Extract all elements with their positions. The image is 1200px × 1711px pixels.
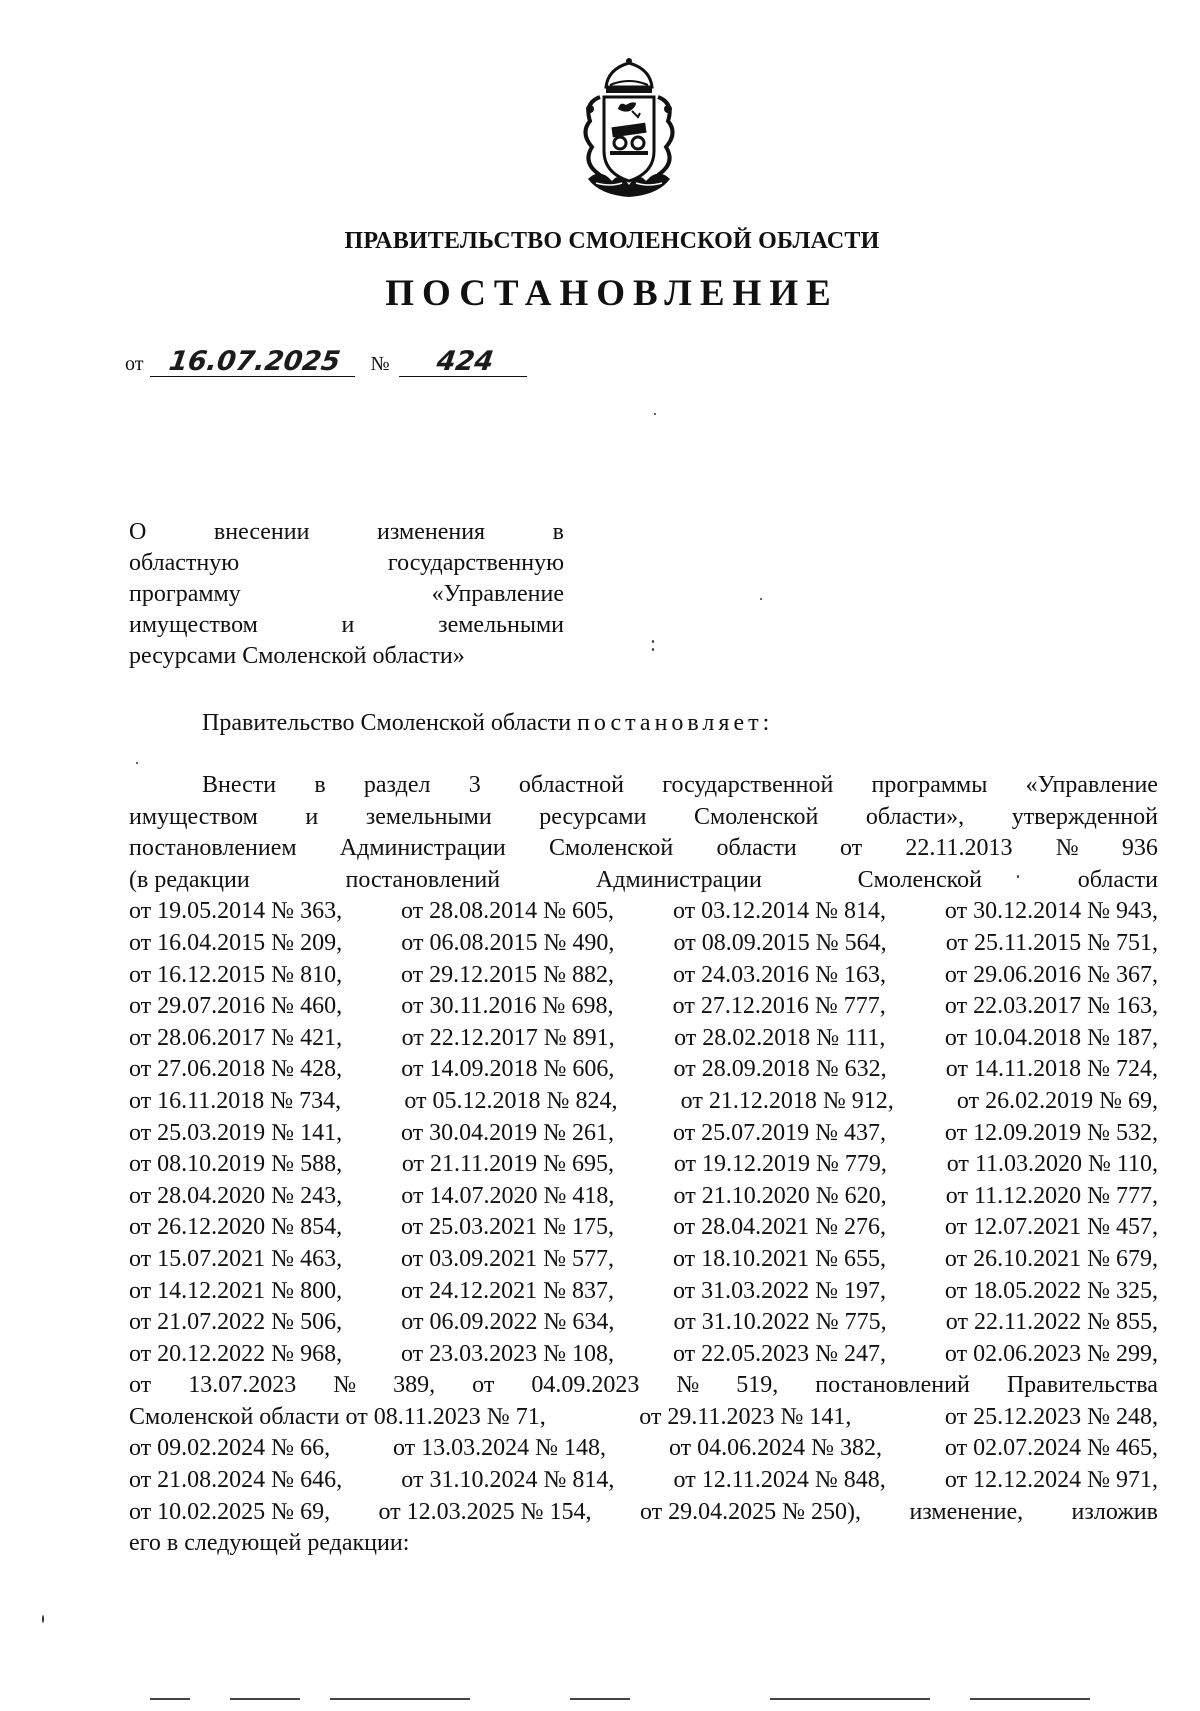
text-segment: от 18.10.2021 № 655, <box>672 1245 887 1272</box>
scan-speck <box>652 648 654 651</box>
text-line <box>129 1086 1158 1118</box>
decree-verb: постановляет: <box>577 710 774 736</box>
text-line <box>129 1276 1158 1308</box>
text-segment: от 21.08.2024 № 646, <box>129 1467 343 1494</box>
text-segment: от 25.11.2015 № 751, <box>945 929 1158 956</box>
text-segment: Смоленской <box>694 803 819 830</box>
text-segment: раздел <box>363 772 431 798</box>
text-segment: области <box>716 835 797 862</box>
text-segment: от 16.04.2015 № 209, <box>129 929 343 956</box>
text-segment: постановлением <box>129 835 297 862</box>
text-line <box>129 1054 1158 1086</box>
text-segment: № <box>676 1372 700 1399</box>
text-line <box>129 1181 1158 1213</box>
handwritten-date: 16.07.2025 <box>150 348 359 377</box>
text-line <box>129 896 1158 928</box>
text-segment: от 14.12.2021 № 800, <box>129 1277 343 1304</box>
text-segment: Администрации <box>339 835 506 862</box>
text-segment: изменение, <box>909 1498 1024 1525</box>
scan-footer-marks <box>150 1698 1150 1704</box>
text-segment: области <box>1077 866 1158 893</box>
subject-block <box>129 517 564 672</box>
text-segment: от 06.09.2022 № 634, <box>401 1309 615 1336</box>
government-title: ПРАВИТЕЛЬСТВО СМОЛЕНСКОЙ ОБЛАСТИ <box>344 228 880 254</box>
text-segment: от 29.04.2025 № 250), <box>639 1498 862 1525</box>
text-line <box>129 1370 1158 1402</box>
text-line <box>129 1307 1158 1339</box>
text-segment: 3 <box>468 772 481 798</box>
text-segment: 22.11.2013 <box>905 835 1013 862</box>
text-segment: от 12.09.2019 № 532, <box>944 1119 1158 1146</box>
text-segment: от 06.08.2015 № 490, <box>401 929 615 956</box>
text-segment: от 10.02.2025 № 69, <box>129 1498 331 1525</box>
text-line <box>129 1023 1158 1055</box>
text-segment: программу <box>129 581 241 607</box>
text-line <box>129 517 564 548</box>
text-segment: от 30.04.2019 № 261, <box>400 1119 615 1146</box>
text-segment: 389, <box>393 1372 436 1399</box>
text-segment: от 26.02.2019 № 69, <box>956 1087 1158 1114</box>
text-segment: имуществом <box>129 803 258 830</box>
text-segment: от 31.10.2022 № 775, <box>673 1309 887 1336</box>
text-segment: от 10.04.2018 № 187, <box>944 1024 1158 1051</box>
text-segment: и <box>341 612 355 638</box>
text-segment: от 08.09.2015 № 564, <box>673 929 887 956</box>
text-segment: от 19.12.2019 № 779, <box>673 1151 887 1178</box>
text-segment: 519, <box>736 1372 779 1399</box>
text-segment: от 08.10.2019 № 588, <box>129 1151 343 1178</box>
text-line <box>129 1118 1158 1150</box>
text-segment: от <box>839 835 863 862</box>
text-line <box>129 960 1158 992</box>
text-line <box>129 833 1158 865</box>
text-segment: от 29.06.2016 № 367, <box>944 961 1158 988</box>
text-segment: изменения <box>377 519 486 545</box>
text-segment: от 25.03.2021 № 175, <box>400 1214 615 1241</box>
text-segment: Смоленской области от 08.11.2023 № 71, <box>129 1403 546 1430</box>
text-segment: от 29.12.2015 № 882, <box>400 961 615 988</box>
text-segment: от 14.07.2020 № 418, <box>401 1182 615 1209</box>
text-line <box>129 1465 1158 1497</box>
number-sign: № <box>370 353 390 375</box>
text-segment: от 26.10.2021 № 679, <box>944 1245 1158 1272</box>
text-segment: Правительства <box>1006 1372 1158 1399</box>
text-segment: от 20.12.2022 № 968, <box>129 1340 343 1367</box>
text-line <box>129 802 1158 834</box>
text-segment: от 29.11.2023 № 141, <box>639 1403 852 1430</box>
scan-speck <box>654 413 656 415</box>
text-segment: № <box>1055 835 1079 862</box>
handwritten-number: 424 <box>399 348 531 377</box>
text-segment: в <box>314 772 326 798</box>
text-segment: от 26.12.2020 № 854, <box>129 1214 343 1241</box>
smolensk-coat-of-arms-icon <box>570 55 688 200</box>
date-number-line <box>125 348 529 377</box>
text-segment: от 25.03.2019 № 141, <box>129 1119 343 1146</box>
scan-speck <box>1017 875 1019 878</box>
text-segment: Смоленской <box>548 835 674 862</box>
text-segment: от 21.11.2019 № 695, <box>401 1151 615 1178</box>
text-segment: от 21.12.2018 № 912, <box>680 1087 894 1114</box>
text-line <box>129 865 1158 897</box>
text-segment: от 19.05.2014 № 363, <box>129 898 343 925</box>
text-segment: земельными <box>438 612 564 638</box>
text-line <box>129 1149 1158 1181</box>
text-segment: от 14.09.2018 № 606, <box>401 1056 615 1083</box>
text-segment: имуществом <box>129 612 258 638</box>
text-segment: от 03.09.2021 № 577, <box>400 1245 615 1272</box>
text-segment: О <box>129 519 147 545</box>
text-segment: от 12.03.2025 № 154, <box>378 1498 592 1525</box>
text-segment: от 16.11.2018 № 734, <box>129 1087 342 1114</box>
scan-speck <box>136 762 138 764</box>
text-segment: 936 <box>1121 835 1158 862</box>
text-segment: от 31.10.2024 № 814, <box>401 1467 615 1494</box>
text-segment: от 27.12.2016 № 777, <box>672 993 886 1020</box>
text-line <box>129 1212 1158 1244</box>
scan-speck <box>652 640 654 643</box>
text-segment: в <box>552 519 564 545</box>
text-segment: Смоленской <box>857 866 982 893</box>
text-line <box>129 579 564 610</box>
text-segment: от 22.12.2017 № 891, <box>401 1024 615 1051</box>
text-segment: от 24.12.2021 № 837, <box>400 1277 615 1304</box>
text-segment: 13.07.2023 <box>188 1372 297 1399</box>
text-segment: от 14.11.2018 № 724, <box>945 1056 1158 1083</box>
text-segment: утвержденной <box>1011 803 1158 830</box>
text-segment: и <box>305 803 319 830</box>
text-segment: области», <box>865 803 965 830</box>
text-segment: от 13.03.2024 № 148, <box>392 1435 607 1462</box>
text-segment: постановлений <box>345 866 501 893</box>
text-line <box>129 1433 1158 1465</box>
text-segment: от 03.12.2014 № 814, <box>672 898 887 925</box>
text-segment: № <box>333 1372 357 1399</box>
text-segment: от 28.09.2018 № 632, <box>673 1056 887 1083</box>
text-segment: от 04.06.2024 № 382, <box>668 1435 883 1462</box>
text-segment: от 29.07.2016 № 460, <box>129 993 343 1020</box>
text-segment: от 22.11.2022 № 855, <box>945 1309 1158 1336</box>
text-segment: «Управление <box>431 581 564 607</box>
text-line <box>129 1528 1158 1560</box>
text-segment: от 25.07.2019 № 437, <box>672 1119 887 1146</box>
text-segment: от 15.07.2021 № 463, <box>129 1245 343 1272</box>
text-segment: государственную <box>387 550 564 576</box>
text-segment: от 02.07.2024 № 465, <box>944 1435 1158 1462</box>
body-paragraph <box>129 770 1158 1560</box>
text-segment: Администрации <box>595 866 762 893</box>
text-segment: (в редакции <box>129 866 250 893</box>
text-line <box>129 1244 1158 1276</box>
text-segment: внесении <box>213 519 310 545</box>
text-line <box>129 928 1158 960</box>
text-segment: «Управление <box>1025 772 1158 798</box>
decree-subject: Правительство Смоленской области <box>202 710 572 736</box>
text-segment: от 27.06.2018 № 428, <box>129 1056 343 1083</box>
text-segment: от 05.12.2018 № 824, <box>404 1087 618 1114</box>
text-segment: постановлений <box>815 1372 970 1399</box>
text-segment: от 21.10.2020 № 620, <box>673 1182 887 1209</box>
text-segment: 04.09.2023 <box>531 1372 640 1399</box>
date-prefix: от <box>125 353 144 375</box>
text-segment: от 22.05.2023 № 247, <box>672 1340 887 1367</box>
scan-speck <box>760 598 762 600</box>
text-segment: от 31.03.2022 № 197, <box>672 1277 887 1304</box>
text-line <box>129 1497 1158 1529</box>
text-segment: от <box>129 1372 152 1399</box>
text-segment: от 12.12.2024 № 971, <box>944 1467 1158 1494</box>
text-segment: земельными <box>365 803 492 830</box>
text-line <box>129 1402 1158 1434</box>
text-segment: от 11.12.2020 № 777, <box>945 1182 1158 1209</box>
text-line <box>129 610 564 641</box>
text-segment: от 28.04.2020 № 243, <box>129 1182 343 1209</box>
text-line <box>129 770 1158 802</box>
text-segment: от 22.03.2017 № 163, <box>944 993 1158 1020</box>
text-segment: от 28.04.2021 № 276, <box>672 1214 887 1241</box>
text-segment: от 09.02.2024 № 66, <box>129 1435 331 1462</box>
text-segment: ресурсами <box>539 803 647 830</box>
text-line <box>129 1339 1158 1371</box>
text-segment: Внести <box>202 772 277 798</box>
text-segment: областной <box>518 772 624 798</box>
text-line <box>129 548 564 579</box>
text-segment: от <box>472 1372 495 1399</box>
text-segment: от 30.11.2016 № 698, <box>401 993 614 1020</box>
text-line <box>129 991 1158 1023</box>
text-segment: областную <box>129 550 240 576</box>
text-segment: ресурсами Смоленской области» <box>129 643 465 669</box>
text-segment: программы <box>871 772 988 798</box>
text-segment: от 25.12.2023 № 248, <box>944 1403 1158 1430</box>
text-segment: от 28.08.2014 № 605, <box>400 898 615 925</box>
text-segment: от 28.02.2018 № 111, <box>674 1024 886 1051</box>
text-segment: от 28.06.2017 № 421, <box>129 1024 343 1051</box>
decree-line <box>202 710 773 737</box>
text-segment: от 21.07.2022 № 506, <box>129 1309 343 1336</box>
scan-speck <box>42 1615 44 1623</box>
text-segment: от 12.07.2021 № 457, <box>944 1214 1158 1241</box>
text-segment: от 12.11.2024 № 848, <box>673 1467 886 1494</box>
text-segment: от 16.12.2015 № 810, <box>129 961 343 988</box>
text-segment: от 18.05.2022 № 325, <box>944 1277 1158 1304</box>
text-segment: его в следующей редакции: <box>129 1530 410 1557</box>
text-segment: от 30.12.2014 № 943, <box>944 898 1158 925</box>
text-line <box>129 641 564 672</box>
document-type-heading: ПОСТАНОВЛЕНИЕ <box>385 273 839 314</box>
text-segment: от 24.03.2016 № 163, <box>672 961 887 988</box>
text-segment: от 02.06.2023 № 299, <box>944 1340 1158 1367</box>
text-segment: от 11.03.2020 № 110, <box>946 1151 1158 1178</box>
text-segment: от 23.03.2023 № 108, <box>400 1340 615 1367</box>
text-segment: государственной <box>662 772 834 798</box>
text-segment: изложив <box>1071 1498 1158 1525</box>
